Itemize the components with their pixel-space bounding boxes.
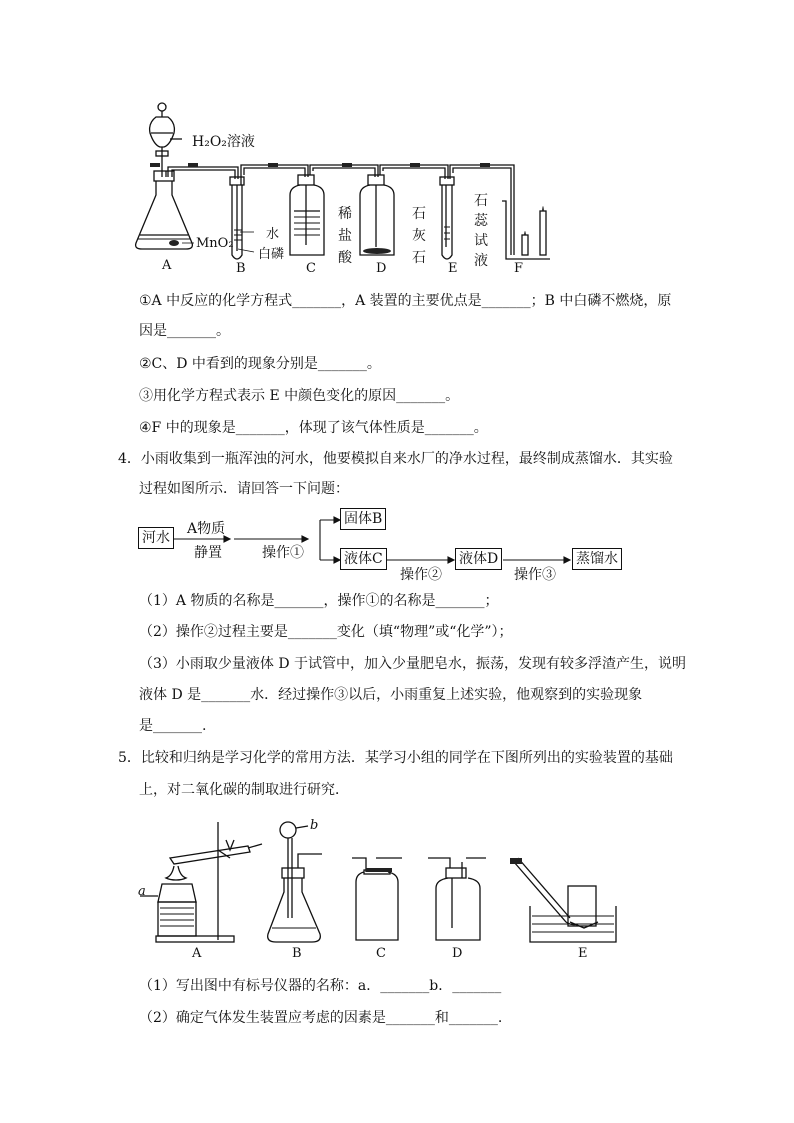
dilute-hcl-label: 稀盐酸 — [338, 206, 352, 266]
settle-label: 静置 — [194, 545, 222, 561]
letter-b-2: B — [292, 946, 302, 961]
q3-item-3: ③用化学方程式表示 E 中颜色变化的原因_______。 — [139, 388, 460, 404]
river-water-box: 河水 — [138, 527, 174, 549]
liquid-c-box: 液体C — [340, 548, 387, 570]
op1-label: 操作① — [262, 545, 304, 561]
q3-item-1-cont: 因是_______。 — [139, 323, 230, 339]
letter-f: F — [514, 261, 524, 276]
liquid-d-box: 液体D — [455, 548, 502, 570]
flow-chart — [130, 500, 640, 590]
label-a: a — [138, 884, 146, 899]
letter-d-2: D — [452, 946, 463, 961]
letter-a-2: A — [192, 946, 202, 961]
water-label: 水 — [266, 227, 280, 242]
white-phosphorus-label: 白磷 — [258, 247, 285, 262]
q5-sub-1: （1）写出图中有标号仪器的名称：a．_______b．_______ — [139, 978, 502, 994]
letter-c: C — [306, 261, 316, 276]
letter-e-2: E — [578, 946, 588, 961]
label-b: b — [310, 818, 319, 833]
h2o2-label: H₂O₂溶液 — [192, 134, 255, 150]
op2-label: 操作② — [400, 567, 442, 583]
letter-d: D — [376, 261, 387, 276]
letter-c-2: C — [376, 946, 386, 961]
limestone-label: 石灰石 — [412, 206, 426, 266]
q3-item-4: ④F 中的现象是_______，体现了该气体性质是_______。 — [139, 420, 488, 436]
q5-stem-line1: 5．比较和归纳是学习化学的常用方法．某学习小组的同学在下图所列出的实验装置的基础 — [118, 750, 673, 766]
letter-a: A — [162, 258, 172, 273]
q4-sub-3: （3）小雨取少量液体 D 于试管中，加入少量肥皂水，振荡，发现有较多浮渣产生，说明 — [139, 656, 687, 672]
q3-item-1: ①A 中反应的化学方程式_______，A 装置的主要优点是_______；B 中白磷不燃烧，原 — [139, 293, 672, 309]
q5-sub-2: （2）确定气体发生装置应考虑的因素是_______和_______. — [139, 1010, 503, 1026]
q4-stem-line2: 过程如图所示．请回答一下问题： — [139, 481, 349, 497]
q4-stem-line1: 4．小雨收集到一瓶浑浊的河水，他要模拟自来水厂的净水过程，最终制成蒸馏水．其实验 — [118, 451, 673, 467]
q5-stem-line2: 上，对二氧化碳的制取进行研究． — [139, 782, 349, 798]
q4-sub-2: （2）操作②过程主要是_______变化（填“物理”或“化学”）； — [139, 624, 513, 640]
letter-e: E — [448, 261, 458, 276]
q4-sub-1: （1）A 物质的名称是_______，操作①的名称是_______； — [139, 593, 499, 609]
litmus-label: 石蕊试液 — [474, 193, 488, 269]
q3-item-2: ②C、D 中看到的现象分别是_______。 — [139, 356, 381, 372]
q4-sub-3-cont: 液体 D 是_______水．经过操作③以后，小雨重复上述实验，他观察到的实验现象 — [139, 687, 643, 703]
figure-apparatus-2 — [130, 818, 630, 968]
mno2-label: MnO₂ — [196, 236, 234, 251]
letter-b: B — [236, 261, 246, 276]
a-substance-label: A物质 — [187, 521, 226, 537]
op3-label: 操作③ — [514, 567, 556, 583]
distilled-water-box: 蒸馏水 — [572, 548, 622, 570]
solid-b-box: 固体B — [340, 508, 386, 530]
q4-sub-3-cont2: 是_______. — [139, 718, 207, 734]
figure-apparatus-1 — [130, 95, 550, 280]
